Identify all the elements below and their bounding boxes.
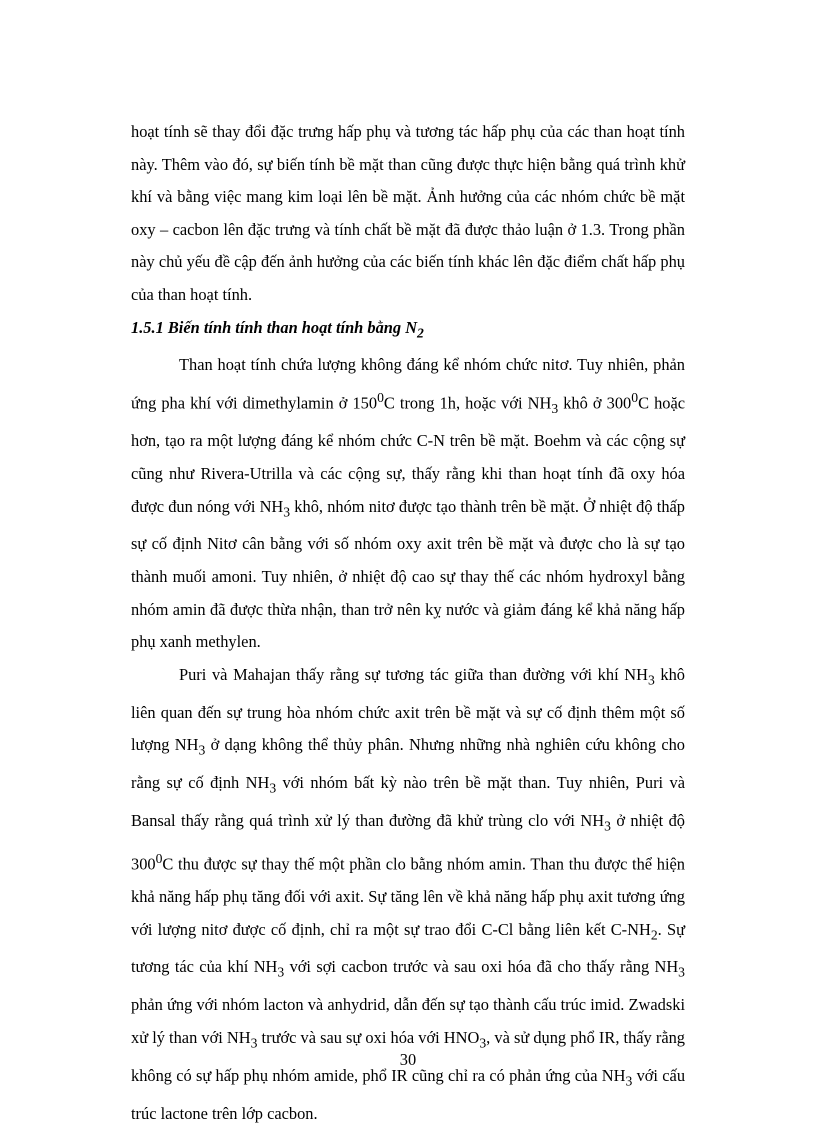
section-heading [131, 312, 685, 350]
text-run: với sợi cacbon trước và sau oxi hóa đã cho thấy rằng NH [284, 957, 679, 977]
text-run: khô ở 300 [558, 393, 632, 413]
subscript: 3 [277, 964, 285, 980]
text-run: C hoặc hơn, tạo ra một lượng đáng kể nhóm chức C-N trên bề mặt. Boehm và các cộng sự cũng như Rivera-Utrilla và các cộng sự, thấy rằng khi than hoạt tính đã oxy hóa được đun nóng với NH [131, 393, 686, 516]
heading-subscript: 2 [417, 324, 424, 340]
text-run: khô liên quan đến sự trung hòa nhóm chức axit trên bề mặt và sự cố định thêm một số lượng NH [131, 664, 685, 755]
superscript: 0 [377, 390, 384, 406]
subscript: 3 [269, 780, 277, 796]
subscript: 3 [250, 1035, 258, 1051]
paragraph-nitrogen-groups [131, 349, 685, 658]
text-run: C trong 1h, hoặc với NH [383, 393, 552, 413]
text-run: ở nhiệt độ 300 [131, 811, 685, 874]
heading-text: 1.5.1 Biến tính tính than hoạt tính bằng N [131, 317, 418, 337]
subscript: 3 [625, 1073, 633, 1089]
subscript: 2 [650, 926, 658, 942]
intro-paragraph: hoạt tính sẽ thay đổi đặc trưng hấp phụ và tương tác hấp phụ của các than hoạt tính này. Thêm vào đó, sự biến tính bề mặt than cũng được thực hiện bằng quá trình khử khí và bằng việc mang kim loại lên bề mặt. Ảnh hưởng của các nhóm chức bề mặt oxy – cacbon lên đặc trưng và tính chất bề mặt đã được thảo luận ở 1.3. Trong phần này chủ yếu đề cập đến ảnh hưởng của các biến tính khác lên đặc điểm chất hấp phụ của than hoạt tính. [131, 122, 685, 304]
text-run: . Sự tương tác của khí NH [131, 919, 685, 977]
subscript: 3 [678, 964, 685, 980]
text-run: C thu được sự thay thế một phần clo bằng nhóm amin. Than thu được thể hiện khả năng hấp phụ tăng đối với axit. Sự tăng lên về khả năng hấp phụ axit tương ứng với lượng nitơ được cố định, chỉ ra một sự trao đổi C-Cl bằng liên kết C-NH [131, 854, 685, 939]
superscript: 0 [155, 850, 163, 866]
text-run: phản ứng với nhóm lacton và anhydrid, dẫn đến sự tạo thành cấu trúc imid. Zwadski xử lý than với NH [131, 995, 685, 1047]
text-run: , và sử dụng phổ IR, thấy rằng không có sự hấp phụ nhóm amide, phổ IR cũng chỉ ra có phản ứng của NH [131, 1027, 685, 1085]
text-run: với nhóm bất kỳ nào trên bề mặt than. Tuy nhiên, Puri và Bansal thấy rằng quá trình xử lý than đường đã khử trùng clo với NH [131, 773, 685, 831]
subscript: 3 [198, 742, 206, 758]
subscript: 3 [479, 1035, 487, 1051]
subscript: 3 [551, 400, 559, 416]
text-run: Puri và Mahajan thấy rằng sự tương tác giữa than đường với khí NH [179, 664, 648, 684]
subscript: 3 [283, 503, 291, 519]
page-number: 30 [399, 1050, 417, 1069]
text-run: trước và sau sự oxi hóa với HNO [257, 1027, 480, 1047]
page-body [131, 116, 685, 1130]
text-run: khô, nhóm nitơ được tạo thành trên bề mặt. Ở nhiệt độ thấp sự cố định Nitơ cân bằng với số nhóm oxy axit trên bề mặt và được cho là sự tạo thành muối amoni. Tuy nhiên, ở nhiệt độ cao sự thay thế các nhóm hydroxyl bằng nhóm amin đã được thừa nhận, than trở nên kỵ nước và giảm đáng kể khả năng hấp phụ xanh methylen. [131, 496, 685, 652]
superscript: 0 [631, 390, 639, 406]
subscript: 3 [647, 672, 655, 688]
text-run: ở dạng không thể thủy phân. Nhưng những nhà nghiên cứu không cho rằng sự cố định NH [131, 735, 685, 793]
text-run: với cấu trúc lactone trên lớp cacbon. [131, 1065, 686, 1123]
subscript: 3 [604, 818, 611, 834]
text-run: Than hoạt tính chứa lượng không đáng kể nhóm chức nitơ. Tuy nhiên, phản ứng pha khí với dimethylamin ở 150 [131, 355, 685, 413]
